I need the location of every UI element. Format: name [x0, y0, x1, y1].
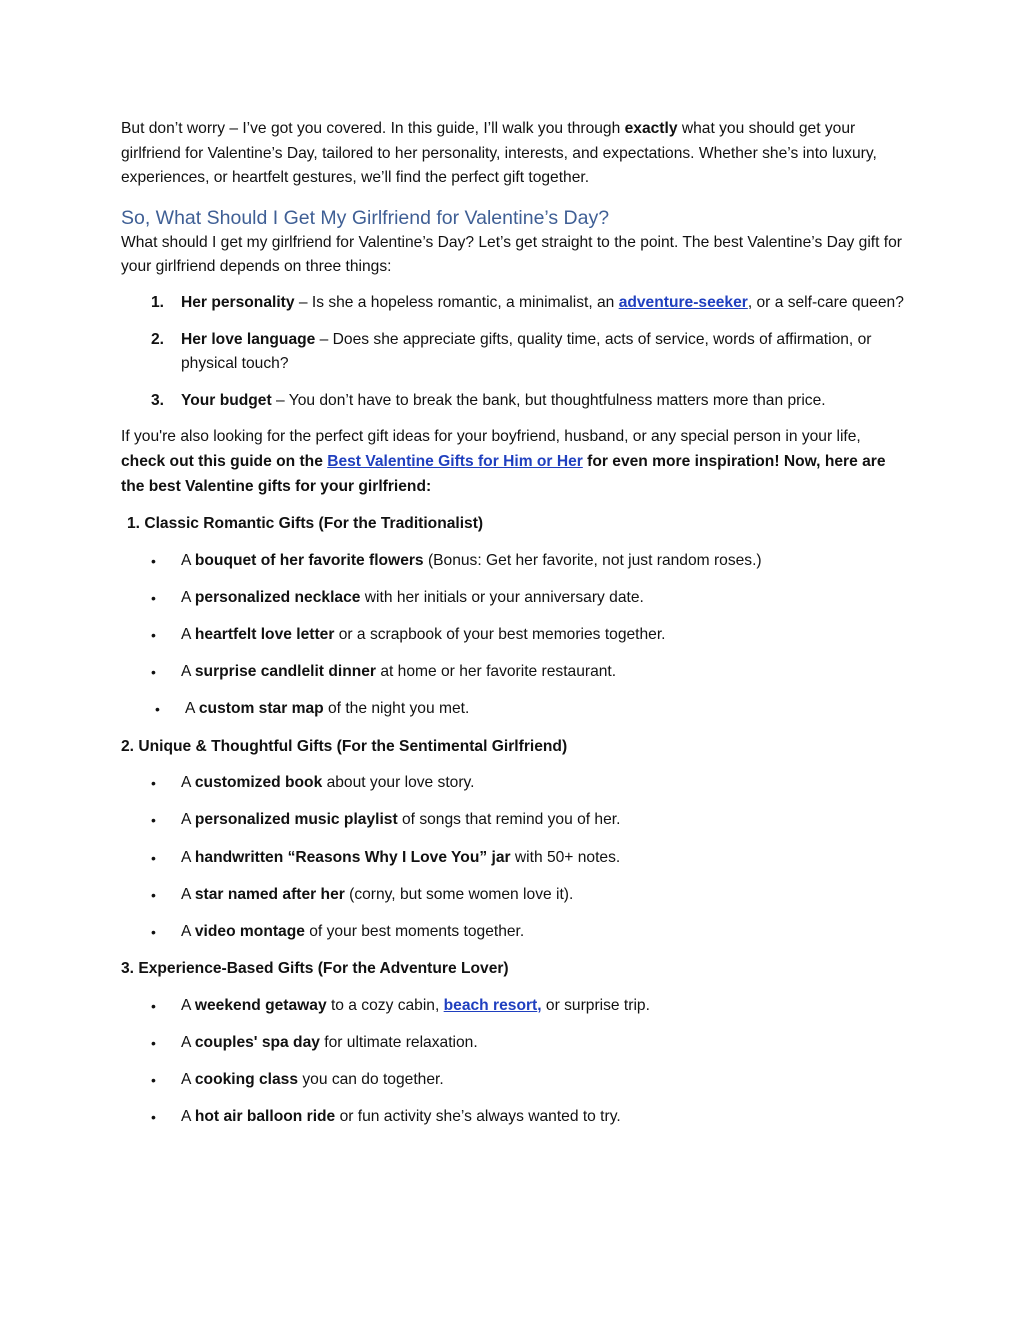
section-title-classic: 1. Classic Romantic Gifts (For the Traditionalist): [127, 515, 484, 533]
list-item: • A weekend getaway to a cozy cabin, beach resort, or surprise trip.: [121, 994, 906, 1019]
section-title-unique: 2. Unique & Thoughtful Gifts (For the Sentimental Girlfriend): [121, 737, 568, 755]
unique-gifts-list: [121, 771, 906, 944]
lead-paragraph: What should I get my girlfriend for Valentine’s Day? Let’s get straight to the point. The best Valentine’s Day gift for your girlfriend depends on three things:: [121, 233, 902, 276]
list-item: • A couples' spa day for ultimate relaxation.: [121, 1031, 906, 1056]
factor-item: 2. Her love language – Does she appreciate gifts, quality time, acts of service, words of affirmation, or physical touch?: [151, 330, 872, 373]
bullet-icon: •: [151, 849, 156, 866]
bullet-icon: •: [151, 886, 156, 903]
list-item: • A heartfelt love letter or a scrapbook of your best memories together.: [121, 623, 906, 648]
list-item: • A handwritten “Reasons Why I Love You” jar with 50+ notes.: [121, 846, 906, 871]
list-item: • A surprise candlelit dinner at home or her favorite restaurant.: [121, 660, 906, 685]
list-item: • A customized book about your love story.: [121, 771, 906, 796]
bullet-icon: •: [151, 664, 156, 681]
section-heading: So, What Should I Get My Girlfriend for Valentine’s Day?: [121, 206, 610, 229]
list-item: • A hot air balloon ride or fun activity she’s always wanted to try.: [121, 1105, 906, 1130]
list-item: • A personalized music playlist of songs that remind you of her.: [121, 808, 906, 833]
bullet-icon: •: [151, 1072, 156, 1089]
section-title-experience: 3. Experience-Based Gifts (For the Adventure Lover): [121, 960, 509, 978]
bullet-icon: •: [151, 924, 156, 940]
list-item: • A bouquet of her favorite flowers (Bonus: Get her favorite, not just random roses.): [121, 549, 906, 574]
list-item: • A personalized necklace with her initials or your anniversary date.: [121, 586, 906, 611]
list-item: • A custom star map of the night you met.: [121, 697, 906, 722]
factor-item: 1. Her personality – Is she a hopeless romantic, a minimalist, an adventure-seeker, or a self-care queen?: [151, 293, 904, 311]
bullet-icon: •: [151, 627, 156, 644]
bullet-icon: •: [151, 997, 156, 1014]
document-page: [121, 117, 906, 1143]
intro-paragraph: But don’t worry – I’ve got you covered. In this guide, I’ll walk you through exactly what you should get your girlfriend for Valentine’s Day, tailored to her personality, interests, and expectations. Whether she’s into luxury, experiences, or heartfelt gestures, we’ll find the perfect gift together.: [121, 120, 877, 187]
bullet-icon: •: [155, 701, 160, 718]
factor-item: 3. Your budget – You don’t have to break the bank, but thoughtfulness matters more than price.: [151, 391, 826, 409]
bullet-icon: •: [151, 1034, 156, 1051]
bullet-icon: •: [151, 589, 156, 606]
list-item: • A star named after her (corny, but some women love it).: [121, 883, 906, 908]
bullet-icon: •: [151, 1109, 156, 1126]
bullet-icon: •: [151, 775, 156, 792]
factors-list: [121, 291, 906, 413]
list-item: • A video montage of your best moments together.: [121, 920, 906, 945]
best-valentine-gifts-link[interactable]: Best Valentine Gifts for Him or Her: [327, 452, 583, 470]
beach-resort-link[interactable]: beach resort,: [443, 996, 542, 1014]
also-paragraph: If you're also looking for the perfect gift ideas for your boyfriend, husband, or any special person in your life, check out this guide on the Best Valentine Gifts for Him or Her for even more inspiration! Now, here are the best Valentine gifts for your girlfriend:: [121, 428, 886, 495]
list-item: • A cooking class you can do together.: [121, 1068, 906, 1093]
experience-gifts-list: [121, 994, 906, 1130]
classic-gifts-list: [121, 549, 906, 722]
bullet-icon: •: [151, 552, 156, 569]
adventure-seeker-link[interactable]: adventure-seeker: [618, 293, 748, 311]
bullet-icon: •: [151, 812, 156, 829]
